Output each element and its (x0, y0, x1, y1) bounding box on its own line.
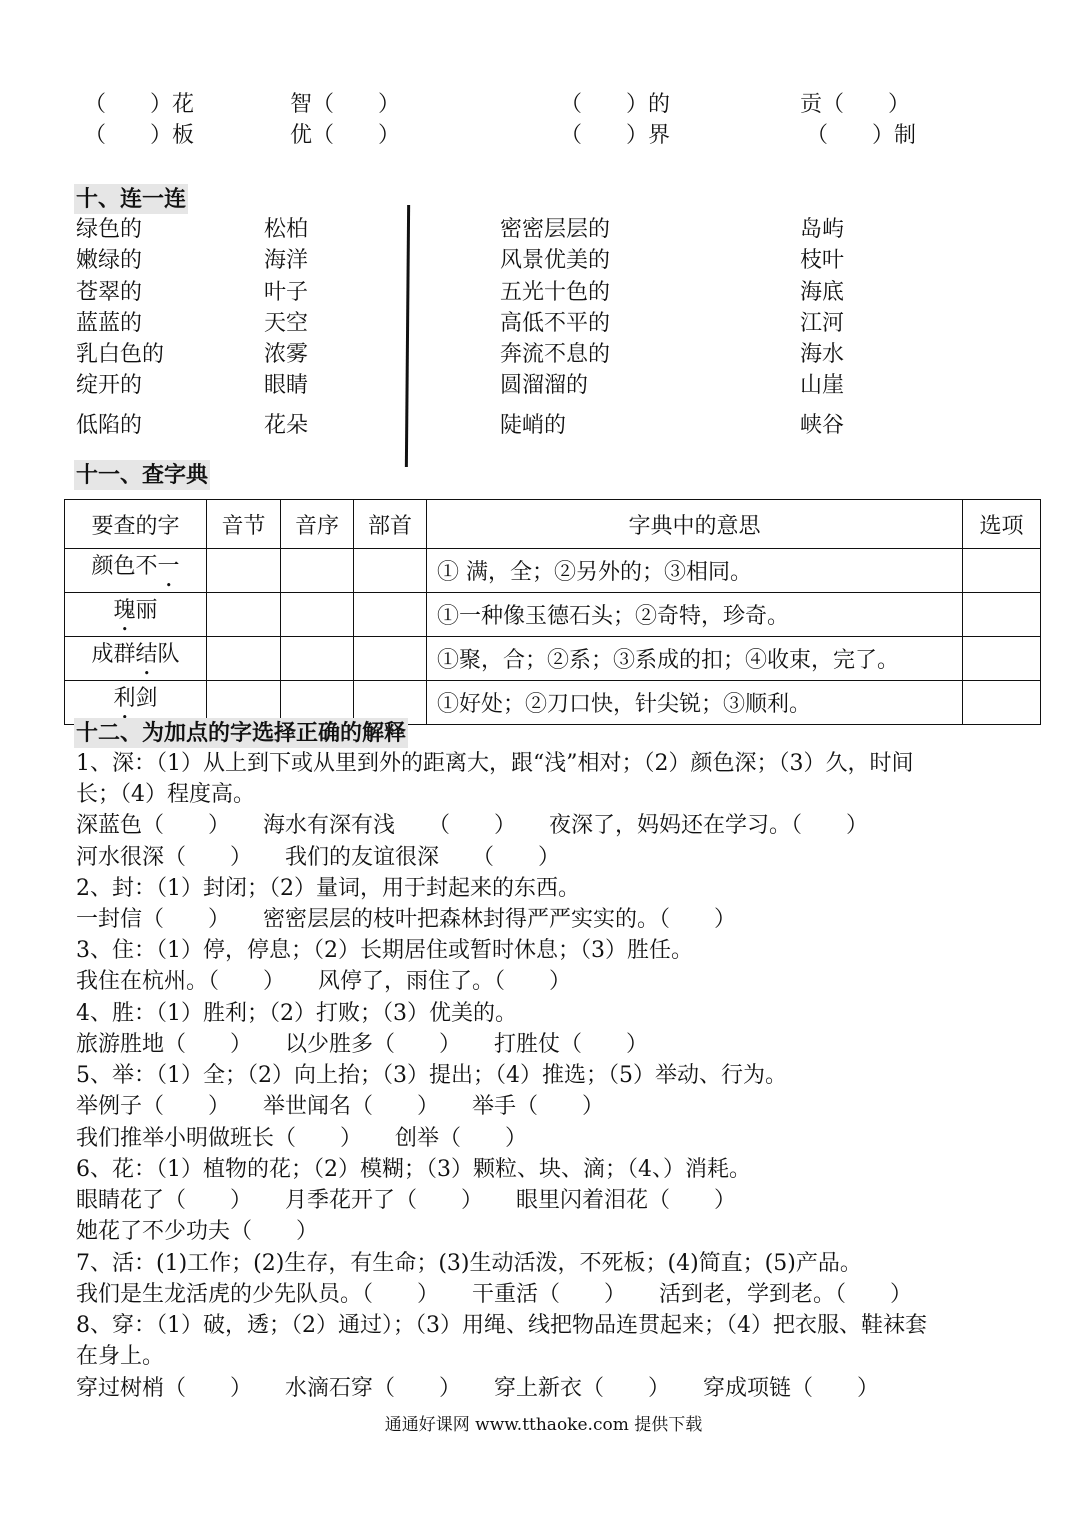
match-item[interactable]: 高低不平的 (500, 311, 611, 336)
exercise-line: 一封信（ ） 密密层层的枝叶把森林封得严严实实的。（ ） (76, 907, 737, 932)
match-item[interactable]: 绿色的 (76, 217, 143, 242)
fill-item: （ ）板 (84, 123, 195, 148)
meaning-cell: ①好处；②刀口快，针尖锐；③顺利。 (427, 681, 963, 725)
match-item[interactable]: 花朵 (264, 413, 309, 438)
match-item[interactable]: 苍翠的 (76, 280, 143, 305)
blank-cell[interactable] (281, 593, 354, 637)
meaning-cell: ① 满，全；②另外的；③相同。 (427, 549, 963, 593)
fill-item: 优（ ） (290, 123, 401, 148)
match-item[interactable]: 海洋 (264, 248, 309, 273)
exercise-line: 河水很深（ ） 我们的友谊很深 （ ） (76, 845, 561, 870)
exercise-line: 7、活：(1)工作；(2)生存，有生命；(3)生动活泼，不死板；(4)简直；(5)产品。 (76, 1251, 862, 1276)
blank-cell[interactable] (963, 637, 1041, 681)
fill-item: （ ）制 (806, 123, 917, 148)
dotted-char: 利 (113, 686, 136, 711)
match-item[interactable]: 陡峭的 (500, 413, 567, 438)
match-item[interactable]: 低陷的 (76, 413, 143, 438)
footer-text: 通通好课网 www.tthaoke.com 提供下载 (384, 1415, 703, 1435)
blank-cell[interactable] (354, 593, 427, 637)
exercise-line: 我们是生龙活虎的少先队员。（ ） 干重活（ ） 活到老，学到老。（ ） (76, 1282, 913, 1307)
header-cell: 字典中的意思 (427, 500, 963, 549)
match-item[interactable]: 圆溜溜的 (500, 373, 589, 398)
match-item[interactable]: 海水 (800, 342, 845, 367)
blank-cell[interactable] (207, 549, 281, 593)
section-10-title: 十、连一连 (76, 186, 187, 212)
header-cell: 部首 (354, 500, 427, 549)
fill-item: （ ）界 (560, 123, 671, 148)
exercise-line: 我们推举小明做班长（ ） 创举（ ） (76, 1126, 528, 1151)
match-item[interactable]: 枝叶 (800, 248, 845, 273)
table-row (65, 549, 1041, 593)
exercise-line: 5、举：（1）全；（2）向上抬；（3）提出；（4）推选；（5）举动、行为。 (76, 1063, 787, 1088)
match-item[interactable]: 海底 (800, 280, 845, 305)
match-item[interactable]: 嫩绿的 (76, 248, 143, 273)
fill-item: 智（ ） (290, 92, 401, 117)
exercise-line: 举例子（ ） 举世闻名（ ） 举手（ ） (76, 1094, 605, 1119)
word-cell (65, 593, 207, 637)
match-item[interactable]: 蓝蓝的 (76, 311, 143, 336)
match-item[interactable]: 五光十色的 (500, 280, 611, 305)
match-item[interactable]: 峡谷 (800, 413, 845, 438)
match-item[interactable]: 岛屿 (800, 217, 845, 242)
exercise-line: 穿过树梢（ ） 水滴石穿（ ） 穿上新衣（ ） 穿成项链（ ） (76, 1376, 880, 1401)
exercise-line: 我住在杭州。（ ） 风停了，雨住了。（ ） (76, 969, 572, 994)
match-item[interactable]: 江河 (800, 311, 845, 336)
exercise-line: 3、住：（1）停，停息；（2）长期居住或暂时休息；（3）胜任。 (76, 938, 693, 963)
blank-cell[interactable] (281, 637, 354, 681)
meaning-cell: ①一种像玉德石头；②奇特，珍奇。 (427, 593, 963, 637)
section-12-title: 十二、为加点的字选择正确的解释 (76, 720, 407, 746)
match-item[interactable]: 天空 (264, 311, 309, 336)
table-header-row (65, 500, 1041, 549)
match-item[interactable]: 风景优美的 (500, 248, 611, 273)
fill-item: （ ）花 (84, 92, 195, 117)
exercise-line: 8、穿：（1）破，透；（2）通过）；（3）用绳、线把物品连贯起来；（4）把衣服、鞋袜套 (76, 1313, 927, 1338)
section-11-title: 十一、查字典 (76, 462, 209, 488)
blank-cell[interactable] (207, 593, 281, 637)
word-cell (65, 549, 207, 593)
exercise-line: 眼睛花了（ ） 月季花开了（ ） 眼里闪着泪花（ ） (76, 1188, 737, 1213)
exercise-line: 6、花：（1）植物的花；（2）模糊；（3）颗粒、块、滴；（4、）消耗。 (76, 1157, 751, 1182)
match-item[interactable]: 叶子 (264, 280, 309, 305)
fill-item: 贡（ ） (800, 92, 911, 117)
table-row (65, 593, 1041, 637)
match-item[interactable]: 密密层层的 (500, 217, 611, 242)
match-item[interactable]: 松柏 (264, 217, 309, 242)
exercise-line: 4、胜：（1）胜利；（2）打败；（3）优美的。 (76, 1001, 517, 1026)
meaning-cell: ①聚，合；②系；③系成的扣；④收束，完了。 (427, 637, 963, 681)
header-cell: 音序 (281, 500, 354, 549)
match-item[interactable]: 浓雾 (264, 342, 309, 367)
word-cell (65, 637, 207, 681)
divider-line (405, 205, 410, 467)
dotted-char: 瑰 (113, 598, 136, 623)
exercise-line: 旅游胜地（ ） 以少胜多（ ） 打胜仗（ ） (76, 1032, 649, 1057)
dictionary-table (64, 499, 1041, 725)
word-pre: 成群 (91, 642, 136, 667)
exercise-line: 她花了不少功夫（ ） (76, 1219, 319, 1244)
exercise-line: 长；（4）程度高。 (76, 782, 255, 807)
exercise-line: 在身上。 (76, 1344, 165, 1369)
blank-cell[interactable] (963, 549, 1041, 593)
word-post: 队 (157, 642, 180, 667)
exercise-line: 2、封：（1）封闭；（2）量词，用于封起来的东西。 (76, 876, 580, 901)
blank-cell[interactable] (281, 549, 354, 593)
header-cell: 选项 (963, 500, 1041, 549)
word-pre: 颜色不 (91, 554, 158, 579)
dotted-char: 结 (135, 642, 158, 667)
exercise-line: 1、深：（1）从上到下或从里到外的距离大，跟“浅”相对；（2）颜色深；（3）久，时间 (76, 751, 914, 776)
header-cell: 要查的字 (65, 500, 207, 549)
dotted-char: 一 (157, 554, 180, 579)
match-item[interactable]: 绽开的 (76, 373, 143, 398)
match-item[interactable]: 乳白色的 (76, 342, 165, 367)
blank-cell[interactable] (354, 637, 427, 681)
header-cell: 音节 (207, 500, 281, 549)
match-item[interactable]: 眼睛 (264, 373, 309, 398)
table-row (65, 637, 1041, 681)
blank-cell[interactable] (207, 637, 281, 681)
blank-cell[interactable] (963, 593, 1041, 637)
match-item[interactable]: 山崖 (800, 373, 845, 398)
blank-cell[interactable] (963, 681, 1041, 725)
blank-cell[interactable] (354, 549, 427, 593)
word-post: 丽 (135, 598, 158, 623)
fill-item: （ ）的 (560, 92, 671, 117)
exercise-line: 深蓝色（ ） 海水有深有浅 （ ） 夜深了，妈妈还在学习。（ ） (76, 813, 869, 838)
match-item[interactable]: 奔流不息的 (500, 342, 611, 367)
word-post: 剑 (135, 686, 158, 711)
